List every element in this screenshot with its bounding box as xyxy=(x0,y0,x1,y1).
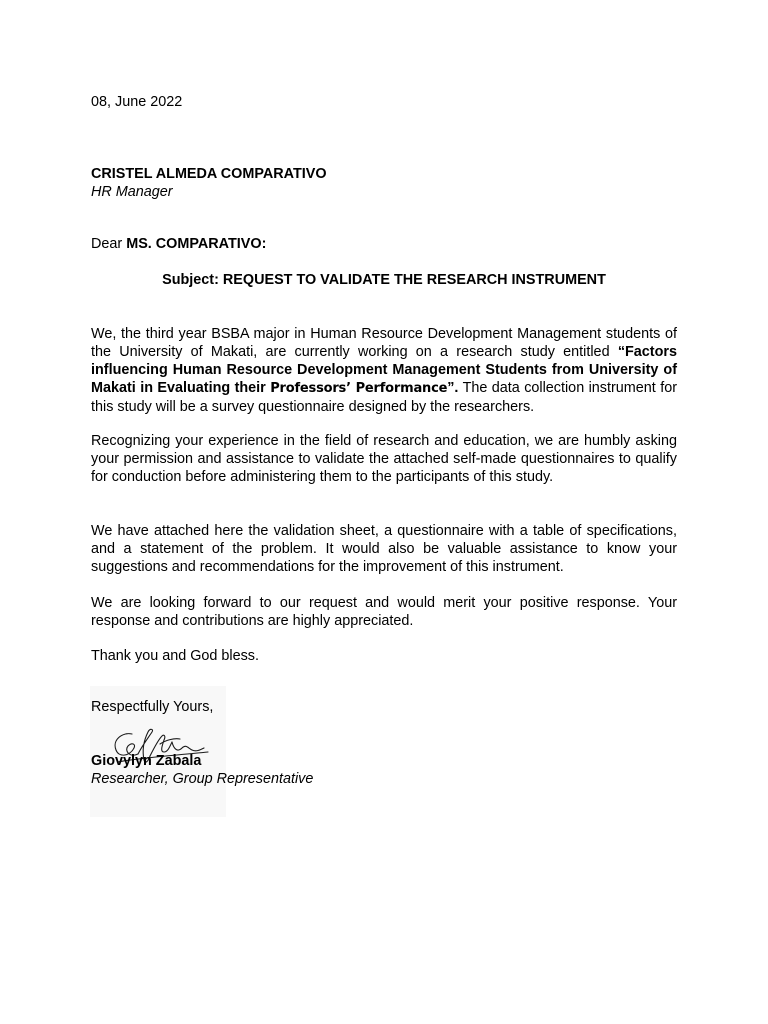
paragraph-1-rest: The data collection instrument for this study will be a survey questionnaire designed by the researchers. xyxy=(91,380,677,415)
body-paragraph-4: We are looking forward to our request and would merit your positive response. Your response and contributions are highly appreciated. xyxy=(91,595,677,629)
study-title-close: ”. xyxy=(447,380,459,396)
paragraph-1-intro: We, the third year BSBA major in Human Resource Development Management students of the University of Makati, are currently working on a research study entitled xyxy=(91,326,677,360)
salutation xyxy=(91,235,677,253)
study-title-part-1: “Factors influencing Human Resource Development Management Students from University of Makati in Evaluating their xyxy=(91,344,677,396)
subject-line: Subject: REQUEST TO VALIDATE THE RESEARCH INSTRUMENT xyxy=(162,272,606,288)
salutation-name: MS. COMPARATIVO: xyxy=(126,236,267,252)
signer-name: Giovylyn Zabala xyxy=(91,753,202,769)
study-title-part-2: Professors’ Performance xyxy=(270,381,448,396)
salutation-prefix: Dear xyxy=(91,236,127,252)
closing-line: Respectfully Yours, xyxy=(91,699,214,715)
body-paragraph-3: We have attached here the validation sheet, a questionnaire with a table of specifications, and a statement of the problem. It would also be valuable assistance to know your suggestions and recommendations for the improvement of this instrument. xyxy=(91,523,677,575)
letter-date: 08, June 2022 xyxy=(91,94,183,110)
body-paragraph-5: Thank you and God bless. xyxy=(91,648,259,664)
body-paragraph-2: Recognizing your experience in the field of research and education, we are humbly asking your permission and assistance to validate the attached self-made questionnaires to qualify for conduction before administering them to the participants of this study. xyxy=(91,433,677,485)
signer-role: Researcher, Group Representative xyxy=(91,771,314,787)
body-paragraph-1 xyxy=(91,325,677,416)
recipient-name: CRISTEL ALMEDA COMPARATIVO xyxy=(91,166,327,182)
recipient-title: HR Manager xyxy=(91,184,173,200)
